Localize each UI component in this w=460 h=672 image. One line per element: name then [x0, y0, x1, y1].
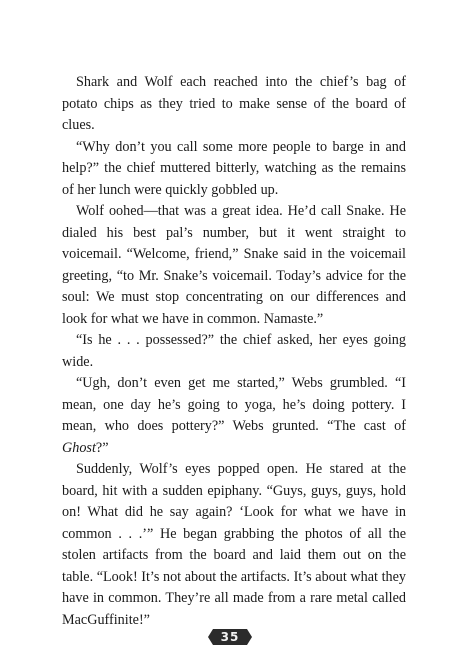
paragraph: Shark and Wolf each reached into the chief’s bag of potato chips as they tried to make sense of the board of clues. — [62, 74, 406, 133]
page-body-text — [62, 72, 406, 631]
paragraph: “Why don’t you call some more people to barge in and help?” the chief muttered bitterly, watching as the remains of her lunch were quickly gobbled up. — [62, 138, 406, 198]
page-footer — [0, 628, 460, 646]
paragraph-text: “Ugh, don’t even get me started,” Webs grumbled. “I mean, one day he’s going to yoga, he’s doing pottery. I mean, who does pottery?” Webs grunted. “The cast of — [62, 375, 406, 434]
page-number-badge: 35 — [213, 629, 248, 645]
paragraph-text: ?” — [95, 439, 109, 456]
paragraph — [62, 373, 406, 459]
paragraph: “Is he . . . possessed?” the chief asked, her eyes going wide. — [62, 332, 406, 370]
paragraph: Suddenly, Wolf’s eyes popped open. He stared at the board, hit with a sudden epiphany. “Guys, guys, guys, hold on! What did he say again? ‘Look for what we have in common . . .’” He began grabbing the photos of all the stolen artifacts from the board and laid them out on the table. “Look! It’s not about the artifacts. It’s about what they have in common. They’re all made from a rare metal called MacGuffinite!” — [62, 461, 406, 628]
paragraph: Wolf oohed—that was a great idea. He’d call Snake. He dialed his best pal’s number, but it went straight to voicemail. “Welcome, friend,” Snake said in the voicemail greeting, “to Mr. Snake’s voicemail. Today’s advice for the soul: We must stop concentrating on our differences and look for what we have in common. Namaste.” — [62, 203, 406, 327]
italic-title: Ghost — [62, 439, 96, 456]
